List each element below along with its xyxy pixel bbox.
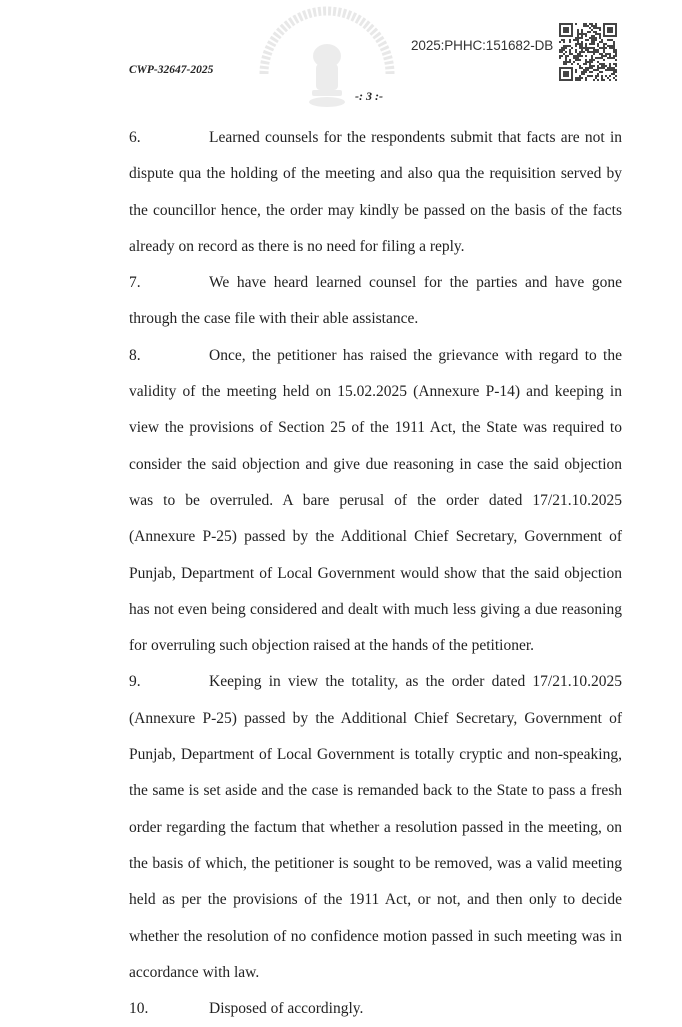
paragraph-number: 9. — [129, 673, 141, 691]
page-number: -: 3 :- — [355, 89, 383, 103]
paragraph-text: Disposed of accordingly. — [209, 1000, 364, 1018]
paragraph-text: We have heard learned counsel for the parties and have gone through the case file with their able assistance. — [129, 274, 622, 328]
paragraph-text: Learned counsels for the respondents submit that facts are not in dispute qua the holding of the meeting and also qua the requisition served by the councillor hence, the order may kindly be passed on the basis of the facts already on record as there is no need for filing a reply. — [129, 129, 622, 255]
paragraph-number: 10. — [129, 1000, 149, 1018]
paragraph-7 — [129, 265, 622, 338]
qr-code-icon — [559, 23, 617, 81]
document-body — [129, 120, 622, 1027]
paragraph-text: Once, the petitioner has raised the grievance with regard to the validity of the meeting held on 15.02.2025 (Annexure P-14) and keeping in view the provisions of Section 25 of the 1911 Act, the State was required to consider the said objection and give due reasoning in case the said objection was to be overruled. A bare perusal of the order dated 17/21.10.2025 (Annexure P-25) passed by the Additional Chief Secretary, Government of Punjab, Department of Local Government would show that the said objection has not even being considered and dealt with much less giving a due reasoning for overruling such objection raised at the hands of the petitioner. — [129, 346, 622, 655]
paragraph-number: 8. — [129, 346, 141, 364]
case-number: CWP-32647-2025 — [129, 64, 214, 76]
paragraph-8 — [129, 338, 622, 665]
paragraph-text: Keeping in view the totality, as the order dated 17/21.10.2025 (Annexure P-25) passed by the Additional Chief Secretary, Government of Punjab, Department of Local Government is totally cryptic and non-speaking, the same is set aside and the case is remanded back to the State to pass a fresh order regarding the factum that whether a resolution passed in the meeting, on the basis of which, the petitioner is sought to be removed, was a valid meeting held as per the provisions of the 1911 Act, or not, and then only to decide whether the resolution of no confidence motion passed in such meeting was in accordance with law. — [129, 673, 622, 981]
paragraph-6 — [129, 120, 622, 265]
paragraph-10 — [129, 991, 622, 1027]
neutral-citation: 2025:PHHC:151682-DB — [411, 38, 554, 53]
paragraph-number: 7. — [129, 274, 141, 292]
paragraph-9 — [129, 664, 622, 991]
paragraph-number: 6. — [129, 129, 141, 146]
